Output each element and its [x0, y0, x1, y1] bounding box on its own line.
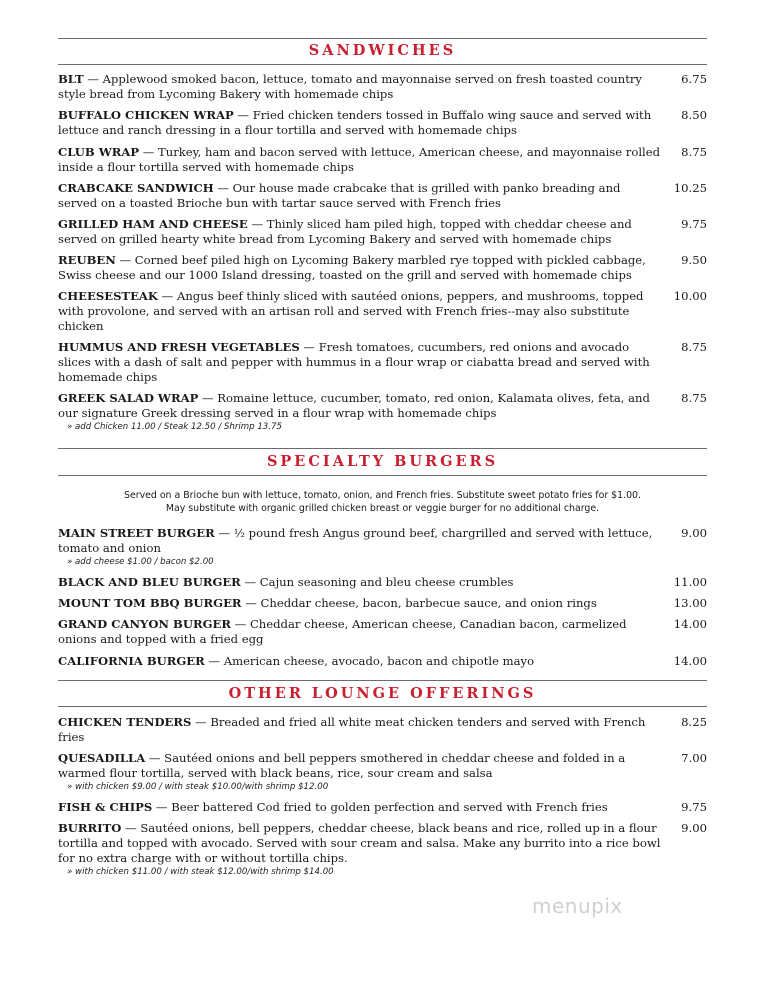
- item-name: CHICKEN TENDERS: [58, 715, 192, 729]
- item-description: Thinly sliced ham piled high, topped with cheddar cheese and served on grilled hearty white bread from Lycoming Bakery and served with homemade chips: [58, 217, 632, 246]
- menu-item: CHICKEN TENDERS — Breaded and fried all white meat chicken tenders and served with French fries 8.25: [58, 715, 707, 744]
- item-price: 8.50: [681, 108, 707, 122]
- menu-item: QUESADILLA — Sautéed onions and bell peppers smothered in cheddar cheese and folded in a warmed flour tortilla, served with black beans, rice, sour cream and salsa » with chicken $9.00 / with steak $10.00/with shrimp $12.00 7.00: [58, 751, 707, 792]
- item-price: 9.75: [681, 217, 707, 231]
- item-price: 8.75: [681, 340, 707, 354]
- item-description: Sautéed onions and bell peppers smothered in cheddar cheese and folded in a warmed flour tortilla, served with black beans, rice, sour cream and salsa: [58, 751, 626, 780]
- divider: [58, 64, 707, 65]
- item-price: 9.00: [681, 526, 707, 540]
- menu-item: GRILLED HAM AND CHEESE — Thinly sliced ham piled high, topped with cheddar cheese and served on grilled hearty white bread from Lycoming Bakery and served with homemade chips 9.75: [58, 217, 707, 246]
- item-price: 14.00: [673, 654, 707, 668]
- item-description: Cheddar cheese, American cheese, Canadian bacon, carmelized onions and topped with a fried egg: [58, 617, 627, 646]
- menu-item: BLACK AND BLEU BURGER — Cajun seasoning and bleu cheese crumbles 11.00: [58, 575, 707, 589]
- item-price: 11.00: [673, 575, 707, 589]
- item-name: MOUNT TOM BBQ BURGER: [58, 596, 242, 610]
- menupix-watermark: menupix: [532, 894, 623, 918]
- item-name: BLACK AND BLEU BURGER: [58, 575, 241, 589]
- item-price: 10.00: [673, 289, 707, 303]
- item-addon-note: » with chicken $9.00 / with steak $10.00/with shrimp $12.00: [67, 782, 329, 792]
- item-description: Fresh tomatoes, cucumbers, red onions and avocado slices with a dash of salt and pepper with hummus in a flour wrap or ciabatta bread and served with homemade chips: [58, 340, 650, 384]
- item-description: Angus beef thinly sliced with sautéed onions, peppers, and mushrooms, topped with provolone, and served with an artisan roll and served with French fries--may also substitute chicken: [58, 289, 644, 333]
- item-name: FISH & CHIPS: [58, 800, 153, 814]
- menu-item: BLT — Applewood smoked bacon, lettuce, tomato and mayonnaise served on fresh toasted country style bread from Lycoming Bakery with homemade chips 6.75: [58, 72, 707, 101]
- item-description: Turkey, ham and bacon served with lettuce, American cheese, and mayonnaise rolled inside a flour tortilla served with homemade chips: [58, 145, 661, 174]
- menu-item: CHEESESTEAK — Angus beef thinly sliced with sautéed onions, peppers, and mushrooms, topped with provolone, and served with an artisan roll and served with French fries--may also substitute chicken 10.00: [58, 289, 707, 333]
- menu-item: HUMMUS AND FRESH VEGETABLES — Fresh tomatoes, cucumbers, red onions and avocado slices with a dash of salt and pepper with hummus in a flour wrap or ciabatta bread and served with homemade chips 8.75: [58, 340, 707, 384]
- item-price: 9.00: [681, 821, 707, 835]
- item-addon-note: » add cheese $1.00 / bacon $2.00: [67, 557, 214, 567]
- item-name: GREEK SALAD WRAP: [58, 391, 199, 405]
- item-name: REUBEN: [58, 253, 116, 267]
- item-name: QUESADILLA: [58, 751, 146, 765]
- item-description: Fried chicken tenders tossed in Buffalo wing sauce and served with lettuce and ranch dressing in a flour tortilla and served with homemade chips: [58, 108, 652, 137]
- item-name: CHEESESTEAK: [58, 289, 158, 303]
- divider: [58, 680, 707, 681]
- divider: [58, 706, 707, 707]
- item-addon-note: » with chicken $11.00 / with steak $12.00/with shrimp $14.00: [67, 867, 334, 877]
- item-name: CALIFORNIA BURGER: [58, 654, 205, 668]
- divider: [58, 38, 707, 39]
- section-title-lounge: OTHER LOUNGE OFFERINGS: [228, 685, 537, 702]
- item-name: BURRITO: [58, 821, 122, 835]
- item-description: Applewood smoked bacon, lettuce, tomato and mayonnaise served on fresh toasted country style bread from Lycoming Bakery with homemade chips: [58, 72, 642, 101]
- menu-item: BUFFALO CHICKEN WRAP — Fried chicken tenders tossed in Buffalo wing sauce and served with lettuce and ranch dressing in a flour tortilla and served with homemade chips 8.50: [58, 108, 707, 137]
- item-price: 9.50: [681, 253, 707, 267]
- item-description: Cheddar cheese, bacon, barbecue sauce, and onion rings: [260, 596, 597, 610]
- item-description: Cajun seasoning and bleu cheese crumbles: [259, 575, 514, 589]
- menu-item: CLUB WRAP — Turkey, ham and bacon served with lettuce, American cheese, and mayonnaise rolled inside a flour tortilla served with homemade chips 8.75: [58, 145, 707, 174]
- item-price: 14.00: [673, 617, 707, 631]
- item-description: Romaine lettuce, cucumber, tomato, red onion, Kalamata olives, feta, and our signature Greek dressing served in a flour wrap with homemade chips: [58, 391, 650, 420]
- item-name: BUFFALO CHICKEN WRAP: [58, 108, 234, 122]
- burgers-intro: Served on a Brioche bun with lettuce, tomato, onion, and French fries. Substitute sweet potato fries for $1.00. May substitute with organic grilled chicken breast or veggie burger for no additional charge.: [124, 490, 641, 514]
- item-price: 8.75: [681, 145, 707, 159]
- item-name: BLT: [58, 72, 84, 86]
- section-title-burgers: SPECIALTY BURGERS: [266, 453, 499, 470]
- menu-item: MAIN STREET BURGER — ½ pound fresh Angus ground beef, chargrilled and served with lettuce, tomato and onion » add cheese $1.00 / bacon $2.00 9.00: [58, 526, 707, 567]
- menu-item: GRAND CANYON BURGER — Cheddar cheese, American cheese, Canadian bacon, carmelized onions and topped with a fried egg 14.00: [58, 617, 707, 646]
- item-description: Breaded and fried all white meat chicken tenders and served with French fries: [58, 715, 646, 744]
- item-name: CRABCAKE SANDWICH: [58, 181, 214, 195]
- item-price: 9.75: [681, 800, 707, 814]
- menu-item: GREEK SALAD WRAP — Romaine lettuce, cucumber, tomato, red onion, Kalamata olives, feta, and our signature Greek dressing served in a flour wrap with homemade chips » add Chicken 11.00 / Steak 12.50 / Shrimp 13.75 8.75: [58, 391, 707, 432]
- item-name: HUMMUS AND FRESH VEGETABLES: [58, 340, 300, 354]
- menu-item: MOUNT TOM BBQ BURGER — Cheddar cheese, bacon, barbecue sauce, and onion rings 13.00: [58, 596, 707, 610]
- item-description: ½ pound fresh Angus ground beef, chargrilled and served with lettuce, tomato and onion: [58, 526, 653, 555]
- item-description: American cheese, avocado, bacon and chipotle mayo: [223, 654, 535, 668]
- menu-item: CRABCAKE SANDWICH — Our house made crabcake that is grilled with panko breading and served on a toasted Brioche bun with tartar sauce served with French fries 10.25: [58, 181, 707, 210]
- item-description: Beer battered Cod fried to golden perfection and served with French fries: [171, 800, 608, 814]
- item-price: 13.00: [673, 596, 707, 610]
- menu-item: CALIFORNIA BURGER — American cheese, avocado, bacon and chipotle mayo 14.00: [58, 654, 707, 668]
- divider: [58, 448, 707, 449]
- section-title-sandwiches: SANDWICHES: [308, 42, 457, 59]
- item-description: Our house made crabcake that is grilled with panko breading and served on a toasted Brioche bun with tartar sauce served with French fries: [58, 181, 621, 210]
- item-name: CLUB WRAP: [58, 145, 140, 159]
- item-description: Corned beef piled high on Lycoming Bakery marbled rye topped with pickled cabbage, Swiss cheese and our 1000 Island dressing, toasted on the grill and served with homemade chips: [58, 253, 646, 282]
- menu-item: REUBEN — Corned beef piled high on Lycoming Bakery marbled rye topped with pickled cabbage, Swiss cheese and our 1000 Island dressing, toasted on the grill and served with homemade chips 9.50: [58, 253, 707, 282]
- item-price: 10.25: [673, 181, 707, 195]
- menu-item: FISH & CHIPS — Beer battered Cod fried to golden perfection and served with French fries 9.75: [58, 800, 707, 814]
- item-price: 8.75: [681, 391, 707, 405]
- item-price: 8.25: [681, 715, 707, 729]
- item-price: 7.00: [681, 751, 707, 765]
- item-description: Sautéed onions, bell peppers, cheddar cheese, black beans and rice, rolled up in a flour tortilla and topped with avocado. Served with sour cream and salsa. Make any burrito into a rice bowl for no extra charge with or without tortilla chips.: [58, 821, 661, 865]
- item-name: MAIN STREET BURGER: [58, 526, 215, 540]
- item-price: 6.75: [681, 72, 707, 86]
- divider: [58, 475, 707, 476]
- item-name: GRILLED HAM AND CHEESE: [58, 217, 248, 231]
- menu-item: BURRITO — Sautéed onions, bell peppers, cheddar cheese, black beans and rice, rolled up in a flour tortilla and topped with avocado. Served with sour cream and salsa. Make any burrito into a rice bowl for no extra charge with or without tortilla chips. » with chicken $11.00 / with steak $12.00/with shrimp $14.00 9.00: [58, 821, 707, 877]
- item-name: GRAND CANYON BURGER: [58, 617, 231, 631]
- item-addon-note: » add Chicken 11.00 / Steak 12.50 / Shrimp 13.75: [67, 422, 282, 432]
